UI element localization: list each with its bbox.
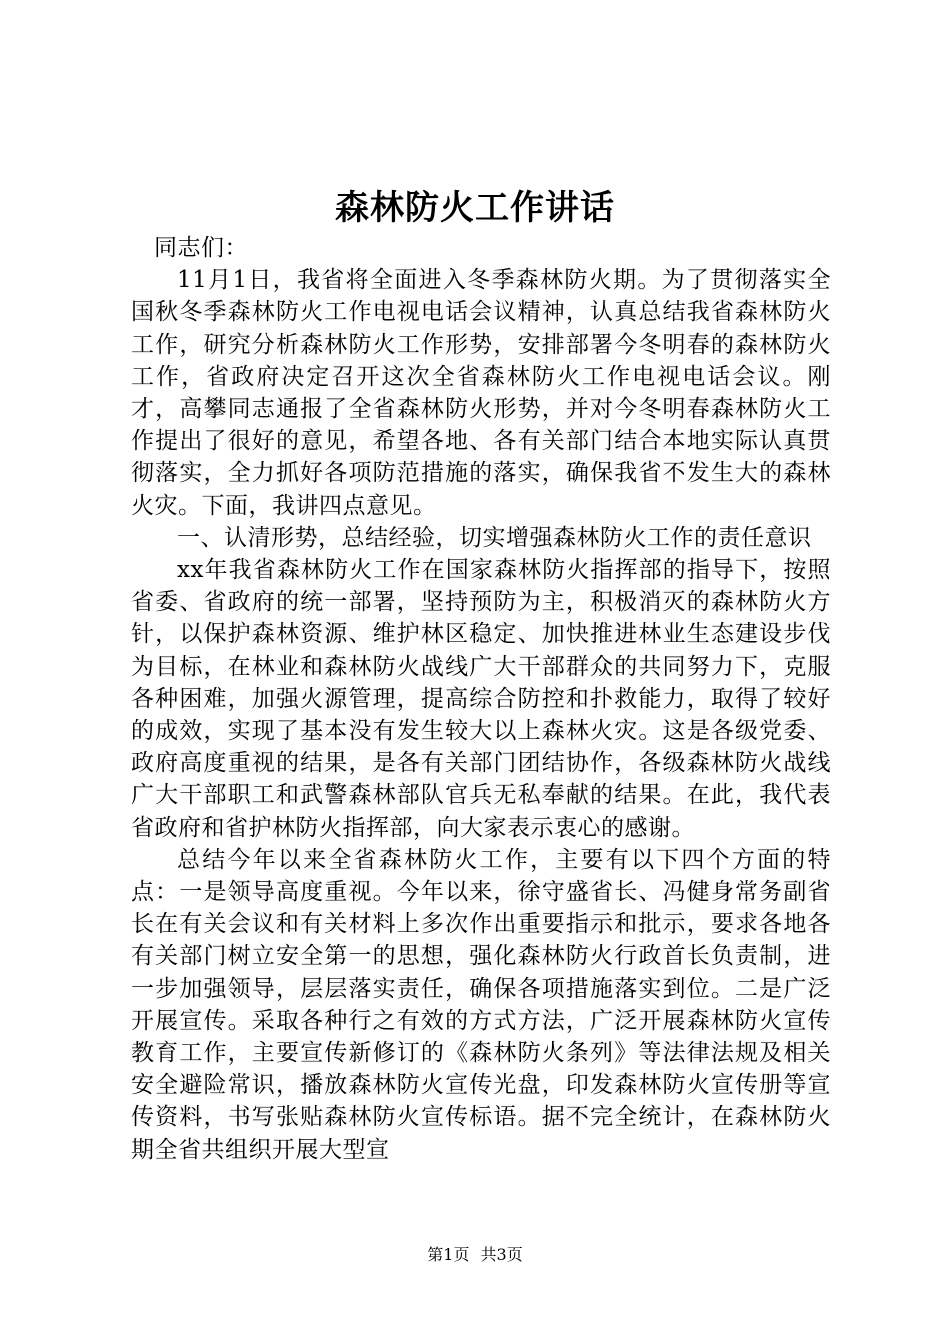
page-number: 第1页 <box>427 1245 470 1264</box>
paragraph-achievements: xx年我省森林防火工作在国家森林防火指挥部的指导下，按照省委、省政府的统一部署，坚持预防为主，积极消灭的森林防火方针，以保护森林资源、维护林区稳定、加快推进林业生态建设步伐为目标，在林业和森林防火战线广大干部群众的共同努力下，克服各种困难，加强火源管理，提高综合防控和扑救能力，取得了较好的成效，实现了基本没有发生较大以上森林火灾。这是各级党委、政府高度重视的结果，是各有关部门团结协作，各级森林防火战线广大干部职工和武警森林部队官兵无私奉献的结果。在此，我代表省政府和省护林防火指挥部，向大家表示衷心的感谢。 <box>131 557 831 841</box>
paragraph-intro: 11月1日，我省将全面进入冬季森林防火期。为了贯彻落实全国秋冬季森林防火工作电视电话会议精神，认真总结我省森林防火工作，研究分析森林防火工作形势，安排部署今冬明春的森林防火工作，省政府决定召开这次全省森林防火工作电视电话会议。刚才，高攀同志通报了全省森林防火形势，并对今冬明春森林防火工作提出了很好的意见，希望各地、各有关部门结合本地实际认真贯彻落实，全力抓好各项防范措施的落实，确保我省不发生大的森林火灾。下面，我讲四点意见。 <box>131 267 831 519</box>
document-body <box>131 232 831 1166</box>
document-title: 森林防火工作讲话 <box>335 188 615 228</box>
page-total: 共3页 <box>480 1245 523 1264</box>
greeting: 同志们： <box>154 235 248 261</box>
section-heading-1: 一、认清形势，总结经验，切实增强森林防火工作的责任意识 <box>177 524 812 551</box>
paragraph-summary: 总结今年以来全省森林防火工作，主要有以下四个方面的特点：一是领导高度重视。今年以来，徐守盛省长、冯健身常务副省长在有关会议和有关材料上多次作出重要指示和批示，要求各地各有关部门树立安全第一的思想，强化森林防火行政首长负责制，进一步加强领导，层层落实责任，确保各项措施落实到位。二是广泛开展宣传。采取各种行之有效的方式方法，广泛开展森林防火宣传教育工作，主要宣传新修订的《森林防火条列》等法律法规及相关安全避险常识，播放森林防火宣传光盘，印发森林防火宣传册等宣传资料，书写张贴森林防火宣传标语。据不完全统计，在森林防火期全省共组织开展大型宣 <box>131 846 831 1163</box>
page-footer <box>0 1245 950 1265</box>
